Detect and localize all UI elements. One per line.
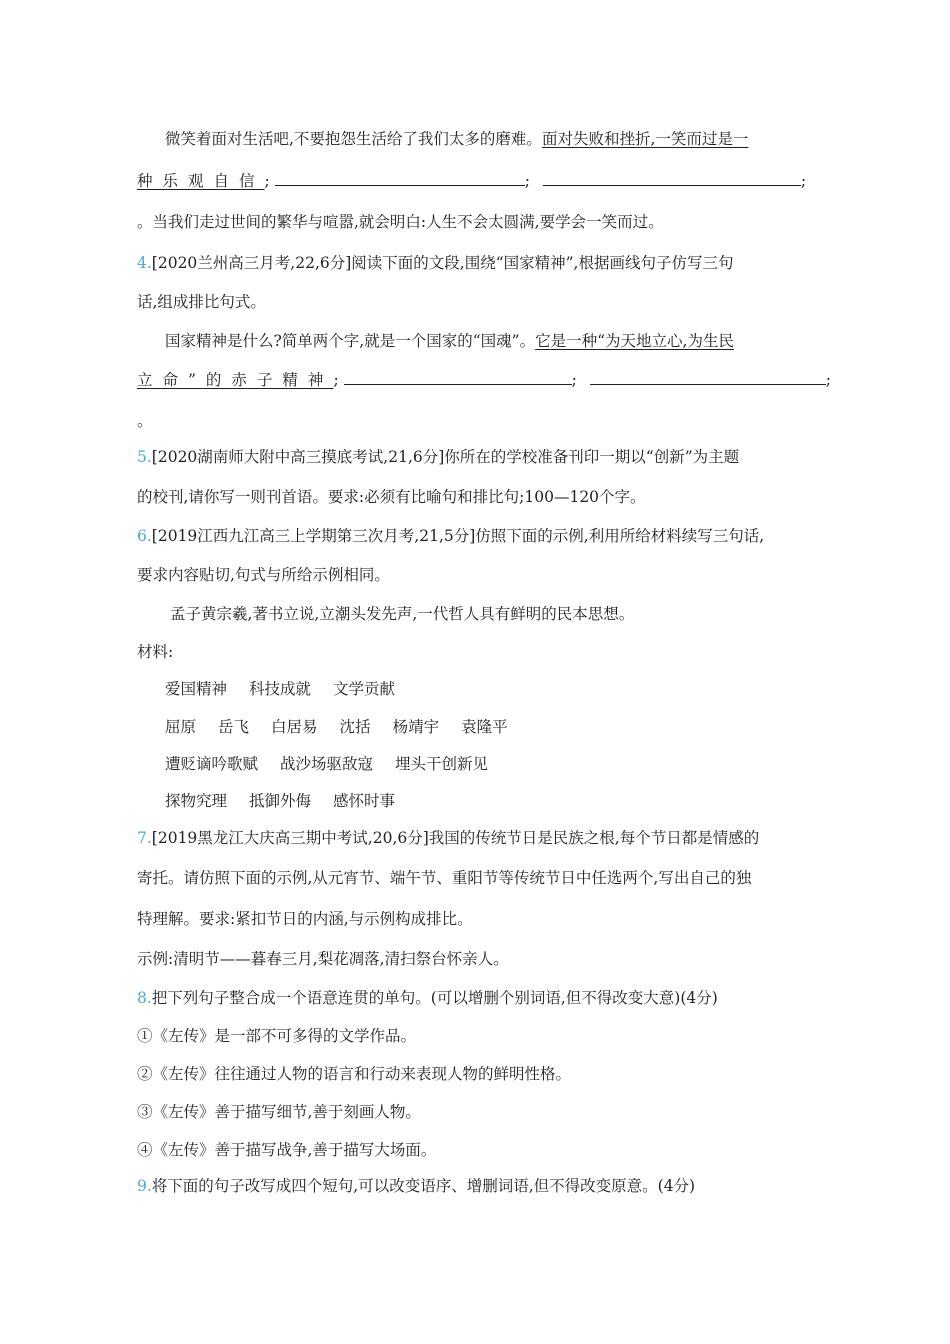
q5-prompt-line2: 的校刊,请你写一则刊首语。要求:必须有比喻句和排比句;100—120个字。 (137, 488, 646, 506)
q7-example: 示例:清明节——暮春三月,梨花凋落,清扫祭台怀亲人。 (137, 950, 509, 968)
q6-number: 6. (137, 527, 152, 545)
q3-text: 微笑着面对生活吧,不要抱怨生活给了我们太多的磨难。 (165, 130, 542, 148)
q3-answer-blank-1[interactable] (275, 171, 525, 186)
q3-underlined-sentence-end: 种乐观自信 (137, 172, 265, 190)
q4-answer-blank-2[interactable] (590, 370, 826, 385)
q3-paragraph-line2: 种乐观自信; ; ; (137, 172, 807, 190)
q8-item-4: ④《左传》善于描写战争,善于描写大场面。 (137, 1141, 437, 1159)
q7-prompt-line2: 寄托。请仿照下面的示例,从元宵节、端午节、重阳节等传统节日中任选两个,写出自己的独 (137, 869, 752, 887)
q4-prompt-line1: 4.[2020兰州高三月考,22,6分]阅读下面的文段,围绕“国家精神”,根据画线句子仿写三句 (137, 254, 734, 272)
q6-material-row-2: 屈原 岳飞 白居易 沈括 杨靖宇 袁隆平 (165, 718, 508, 736)
q6-material-label: 材料: (137, 643, 174, 661)
q6-example: 孟子黄宗羲,著书立说,立潮头发先声,一代哲人具有鲜明的民本思想。 (170, 605, 635, 623)
q6-material-row-4: 探物究理 抵御外侮 感怀时事 (165, 792, 396, 810)
q9-prompt: 9.将下面的句子改写成四个短句,可以改变语序、增删词语,但不得改变原意。(4分) (137, 1177, 696, 1195)
q3-paragraph-line3: 。当我们走过世间的繁华与喧嚣,就会明白:人生不会太圆满,要学会一笑而过。 (137, 213, 664, 231)
q8-item-3: ③《左传》善于描写细节,善于刻画人物。 (137, 1103, 421, 1121)
q7-number: 7. (137, 829, 152, 847)
q8-item-1: ①《左传》是一部不可多得的文学作品。 (137, 1027, 417, 1045)
q6-material-row-1: 爱国精神 科技成就 文学贡献 (165, 680, 396, 698)
q4-prompt-line2: 话,组成排比句式。 (137, 293, 266, 311)
q4-number: 4. (137, 254, 152, 272)
q8-number: 8. (137, 989, 152, 1007)
q6-material-row-3: 遭贬谪吟歌赋 战沙场驱敌寇 埋头干创新见 (165, 755, 489, 773)
q6-prompt-line2: 要求内容贴切,句式与所给示例相同。 (137, 566, 390, 584)
q4-answer-blank-1[interactable] (344, 370, 572, 385)
q4-underlined-sentence: 它是一种“为天地立心,为生民 (535, 332, 734, 350)
q9-number: 9. (137, 1177, 152, 1195)
q4-passage-line2: 立命”的赤子精神; ; ; (137, 371, 832, 389)
q6-prompt-line1: 6.[2019江西九江高三上学期第三次月考,21,5分]仿照下面的示例,利用所给材料续写三句话, (137, 527, 765, 545)
q4-passage-line3: 。 (137, 412, 153, 430)
q7-prompt-line3: 特理解。要求:紧扣节日的内涵,与示例构成排比。 (137, 910, 473, 928)
q4-underlined-sentence-end: 立命”的赤子精神 (137, 371, 334, 389)
q3-underlined-sentence: 面对失败和挫折,一笑而过是一 (541, 130, 749, 148)
q3-answer-blank-2[interactable] (543, 171, 801, 186)
q8-item-2: ②《左传》往往通过人物的语言和行动来表现人物的鲜明性格。 (137, 1065, 572, 1083)
q3-paragraph-line1 (165, 128, 845, 150)
q8-prompt: 8.把下列句子整合成一个语意连贯的单句。(可以增删个别词语,但不得改变大意)(4分) (137, 989, 718, 1007)
q5-prompt-line1: 5.[2020湖南师大附中高三摸底考试,21,6分]你所在的学校准备刊印一期以“创新”为主题 (137, 448, 740, 466)
q7-prompt-line1: 7.[2019黑龙江大庆高三期中考试,20,6分]我国的传统节日是民族之根,每个节日都是情感的 (137, 829, 760, 847)
q4-passage-line1: 国家精神是什么?简单两个字,就是一个国家的“国魂”。它是一种“为天地立心,为生民 (165, 332, 734, 350)
q5-number: 5. (137, 448, 152, 466)
